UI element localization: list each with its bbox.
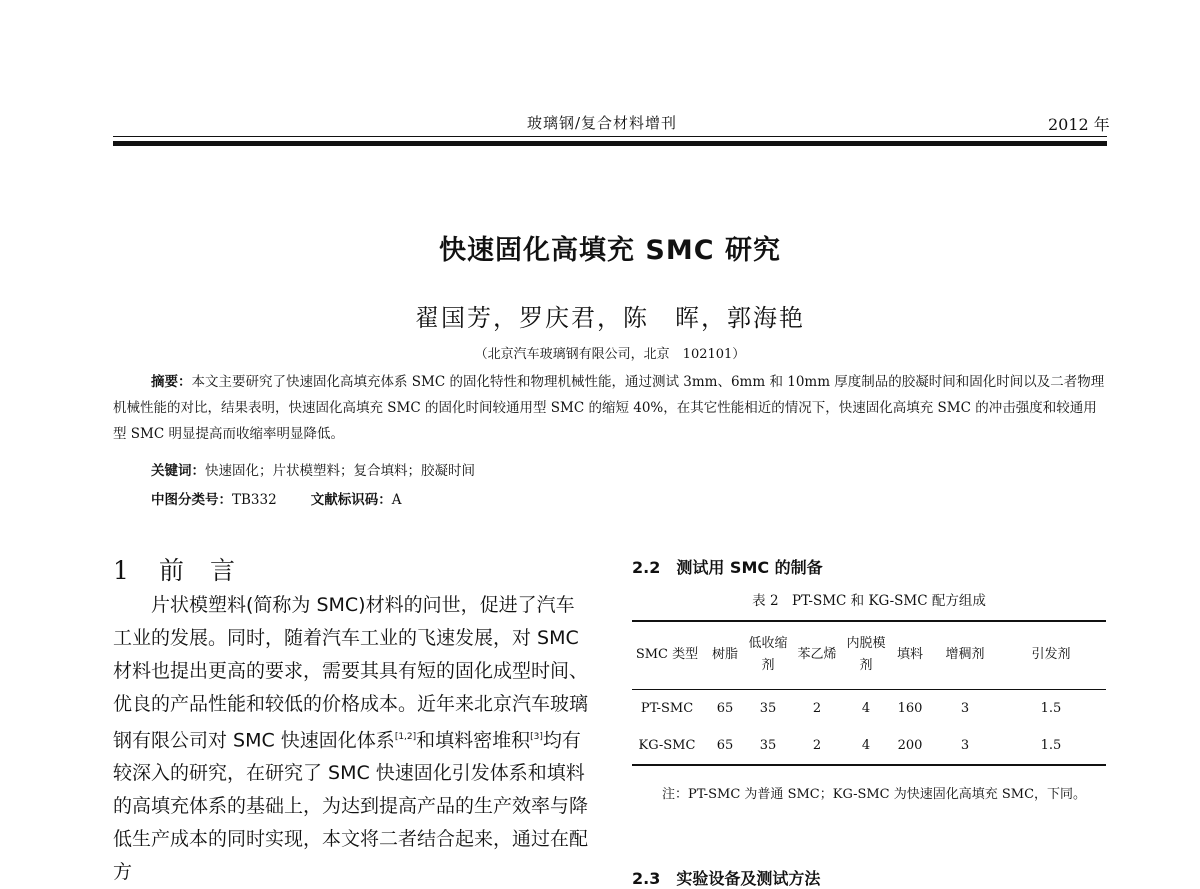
table-cell: 200 (886, 727, 934, 765)
section-1-heading (113, 551, 261, 587)
table-header-row (632, 621, 1106, 689)
section-1-title: 前言 (159, 556, 262, 585)
header-release-agent: 内脱模剂 (846, 621, 886, 689)
header-smc-type: SMC 类型 (632, 621, 702, 689)
table-cell: PT-SMC (640, 700, 694, 716)
citation-3: [3] (530, 732, 543, 742)
header-styrene: 苯乙烯 (788, 621, 846, 689)
table-cell: 65 (702, 727, 748, 765)
table-row (632, 727, 1106, 765)
table-cell: 65 (716, 700, 734, 716)
table-cell: KG-SMC (632, 727, 702, 765)
keywords-text: 快速固化；片状模塑料；复合填料；胶凝时间 (205, 463, 475, 479)
table-cell: 160 (897, 700, 923, 716)
author-list: 翟国芳，罗庆君，陈 晖，郭海艳 (415, 304, 805, 332)
table-cell: 2 (788, 727, 846, 765)
section-1-body (113, 589, 591, 889)
publication-year: 2012 年 (1048, 115, 1110, 134)
body-text-b: 和填料密堆积 (416, 729, 531, 752)
header-initiator: 引发剂 (996, 621, 1106, 689)
table-cell: 3 (934, 727, 996, 765)
table-cell: 1.5 (1040, 700, 1062, 716)
header-resin: 树脂 (702, 621, 748, 689)
table-cell: 4 (861, 700, 871, 716)
doc-code: A (391, 492, 402, 508)
paper-title: 快速固化高填充 SMC 研究 (439, 235, 781, 266)
classification (151, 488, 401, 508)
keywords-label: 关键词： (151, 463, 205, 479)
clc-code: TB332 (232, 492, 277, 508)
body-text-c: 均有较深入的研究，在研究了 SMC 快速固化引发体系和填料的高填充体系的基础上，为达到提高产品的生产效率与降低生产成本的同时实现，本文将二者结合起来，通过在配方 (113, 729, 589, 884)
section-2-3-heading: 2.3 实验设备及测试方法 (632, 869, 821, 888)
table-note-text: 注：PT-SMC 为普通 SMC；KG-SMC 为快速固化高填充 SMC，下同。 (662, 787, 1087, 802)
header-filler: 填料 (886, 621, 934, 689)
table-note (632, 782, 1106, 808)
header-rule-thin (113, 136, 1107, 137)
table-row (632, 689, 1106, 727)
header-rule-thick (113, 141, 1107, 146)
clc-label: 中图分类号： (151, 492, 232, 508)
table-cell: 1.5 (996, 727, 1106, 765)
table-cell: 35 (748, 727, 788, 765)
table-cell: 2 (812, 700, 822, 716)
formula-table (632, 620, 1106, 766)
table-cell: 35 (759, 700, 777, 716)
table-cell: 4 (846, 727, 886, 765)
abstract (113, 369, 1107, 447)
table-2-caption: 表 2 PT-SMC 和 KG-SMC 配方组成 (752, 593, 986, 609)
table-cell: 3 (960, 700, 970, 716)
header-low-shrink: 低收缩剂 (748, 621, 788, 689)
abstract-label: 摘要： (151, 374, 192, 390)
keywords (151, 459, 475, 479)
section-2-2-heading: 2.2 测试用 SMC 的制备 (632, 558, 823, 577)
header-thickener: 增稠剂 (934, 621, 996, 689)
body-text-a: 片状模塑料(简称为 SMC)材料的问世，促进了汽车工业的发展。同时，随着汽车工业的飞速发展，对 SMC 材料也提出更高的要求，需要其具有短的固化成型时间、优良的产品性能和较低的价格成本。近年来北京汽车玻璃钢有限公司对 SMC 快速固化体系 (113, 594, 589, 752)
section-1-number: 1 (113, 556, 129, 585)
abstract-text: 本文主要研究了快速固化高填充体系 SMC 的固化特性和物理机械性能，通过测试 3mm、6mm 和 10mm 厚度制品的胶凝时间和固化时间以及二者物理机械性能的对比，结果表明，快速固化高填充 SMC 的固化时间较通用型 SMC 的缩短 40%，在其它性能相近的情况下，快速固化高填充 SMC 的冲击强度和较通用型 SMC 明显提高而收缩率明显降低。 (113, 374, 1105, 442)
journal-name: 玻璃钢/复合材料增刊 (527, 114, 678, 132)
citation-1-2: [1,2] (394, 732, 417, 742)
doc-code-label: 文献标识码： (310, 492, 392, 508)
affiliation: （北京汽车玻璃钢有限公司，北京 102101） (474, 347, 746, 362)
